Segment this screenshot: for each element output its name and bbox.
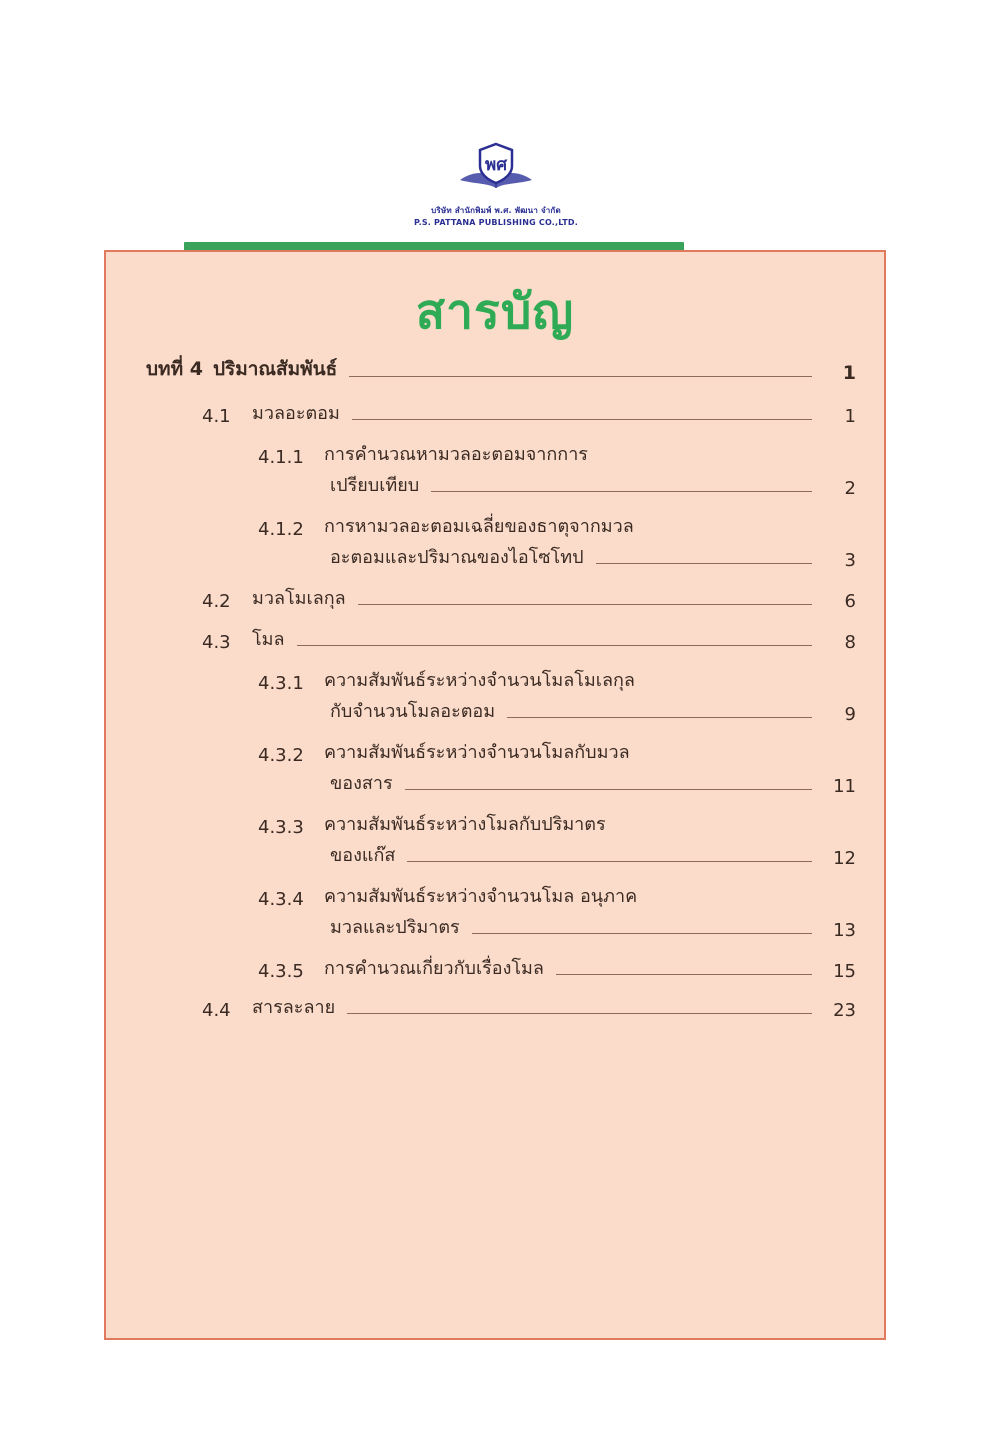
- toc-leader: [352, 418, 812, 420]
- toc-entry-page: 1: [842, 362, 856, 384]
- toc-leader: [472, 932, 812, 934]
- toc-entry-label: การคำนวณเกี่ยวกับเรื่องโมล: [324, 958, 544, 979]
- toc-leader: [431, 490, 812, 492]
- toc-entry-number: 4.3.4: [258, 889, 304, 910]
- toc-entry-number: 4.4: [202, 1000, 231, 1021]
- toc-entry-4-3-1[interactable]: [146, 665, 856, 694]
- toc-entry-page: 8: [844, 632, 856, 653]
- toc-entry-4-3[interactable]: [146, 624, 856, 653]
- toc-entry-label: การหามวลอะตอมเฉลี่ยของธาตุจากมวล: [324, 516, 634, 537]
- toc-entry-number: 4.1.2: [258, 519, 304, 540]
- toc-entry-4-3-1-cont[interactable]: [146, 696, 856, 725]
- toc-page: [104, 250, 886, 1340]
- toc-entry-4-1-1[interactable]: [146, 439, 856, 468]
- toc-entry-4-3-3[interactable]: [146, 809, 856, 838]
- toc-entry-page: 3: [844, 550, 856, 571]
- svg-text:พศ: พศ: [485, 155, 507, 175]
- toc-entry-number: 4.3: [202, 632, 231, 653]
- toc-entry-label: ความสัมพันธ์ระหว่างจำนวนโมล อนุภาค: [324, 886, 638, 907]
- toc-leader: [407, 860, 812, 862]
- logo-caption-roman: P.S. PATTANA PUBLISHING CO.,LTD.: [414, 218, 578, 227]
- toc-entry-number: บทที่ 4: [146, 358, 203, 380]
- toc-entry-label-cont: กับจำนวนโมลอะตอม: [330, 701, 496, 722]
- toc-entry-page: 2: [844, 478, 856, 499]
- toc-leader: [347, 1012, 812, 1014]
- toc-entry-page: 11: [833, 776, 856, 797]
- logo-caption-thai: บริษัท สำนักพิมพ์ พ.ศ. พัฒนา จำกัด: [431, 206, 561, 215]
- toc-entry-label: มวลโมเลกุล: [252, 588, 346, 609]
- toc-entry-page: 13: [833, 920, 856, 941]
- toc-entry-4-1-2-cont[interactable]: [146, 542, 856, 571]
- toc-entry-label-cont: เปรียบเทียบ: [330, 475, 420, 496]
- toc-entry-label: ความสัมพันธ์ระหว่างจำนวนโมลกับมวล: [324, 742, 630, 763]
- toc-entry-page: 1: [844, 406, 856, 427]
- toc-leader: [358, 603, 812, 605]
- toc-entry-number: 4.3.2: [258, 745, 304, 766]
- toc-entry-4-1-2[interactable]: [146, 511, 856, 540]
- toc-entry-page: 9: [844, 704, 856, 725]
- toc-entry-number: 4.2: [202, 591, 231, 612]
- toc-entry-label: โมล: [252, 629, 285, 650]
- toc-entry-4-2[interactable]: [146, 583, 856, 612]
- toc-entry-4-3-4-cont[interactable]: [146, 912, 856, 941]
- toc-entry-4-1-1-cont[interactable]: [146, 470, 856, 499]
- toc-entry-label-cont: ของแก๊ส: [330, 845, 396, 866]
- toc-entry-label: ความสัมพันธ์ระหว่างโมลกับปริมาตร: [324, 814, 606, 835]
- toc-entry-page: 12: [833, 848, 856, 869]
- toc-entry-4-4[interactable]: [146, 992, 856, 1021]
- toc-entry-label: มวลอะตอม: [252, 403, 340, 424]
- toc-entry-4-3-4[interactable]: [146, 881, 856, 910]
- toc-leader: [297, 644, 812, 646]
- publisher-logo: [0, 140, 992, 227]
- toc-entry-number: 4.1: [202, 406, 231, 427]
- toc-entry-number: 4.1.1: [258, 447, 304, 468]
- page-title: สารบัญ: [415, 284, 575, 340]
- toc-leader: [405, 788, 812, 790]
- toc-list: [106, 350, 884, 1021]
- toc-entry-label: ปริมาณสัมพันธ์: [212, 358, 338, 380]
- toc-entry-label: สารละลาย: [252, 997, 336, 1018]
- toc-entry-number: 4.3.3: [258, 817, 304, 838]
- toc-leader: [507, 716, 812, 718]
- toc-entry-label-cont: อะตอมและปริมาณของไอโซโทป: [330, 547, 584, 568]
- toc-leader: [596, 562, 812, 564]
- toc-entry-4-1[interactable]: [146, 398, 856, 427]
- toc-entry-4-3-5[interactable]: [146, 953, 856, 982]
- toc-entry-page: 15: [833, 961, 856, 982]
- toc-entry-label: ความสัมพันธ์ระหว่างจำนวนโมลโมเลกุล: [324, 670, 635, 691]
- toc-leader: [556, 973, 812, 975]
- toc-entry-page: 6: [844, 591, 856, 612]
- toc-entry-4-3-2-cont[interactable]: [146, 768, 856, 797]
- toc-entry-4-3-2[interactable]: [146, 737, 856, 766]
- toc-entry-4-3-3-cont[interactable]: [146, 840, 856, 869]
- toc-entry-number: 4.3.5: [258, 961, 304, 982]
- toc-entry-label-cont: ของสาร: [330, 773, 393, 794]
- toc-leader: [349, 375, 812, 377]
- shield-book-logo-icon: [448, 140, 544, 202]
- toc-entry-number: 4.3.1: [258, 673, 304, 694]
- toc-entry-label: การคำนวณหามวลอะตอมจากการ: [324, 444, 588, 465]
- toc-entry-label-cont: มวลและปริมาตร: [330, 917, 460, 938]
- toc-entry-page: 23: [833, 1000, 856, 1021]
- toc-entry-chapter-4[interactable]: [146, 354, 856, 384]
